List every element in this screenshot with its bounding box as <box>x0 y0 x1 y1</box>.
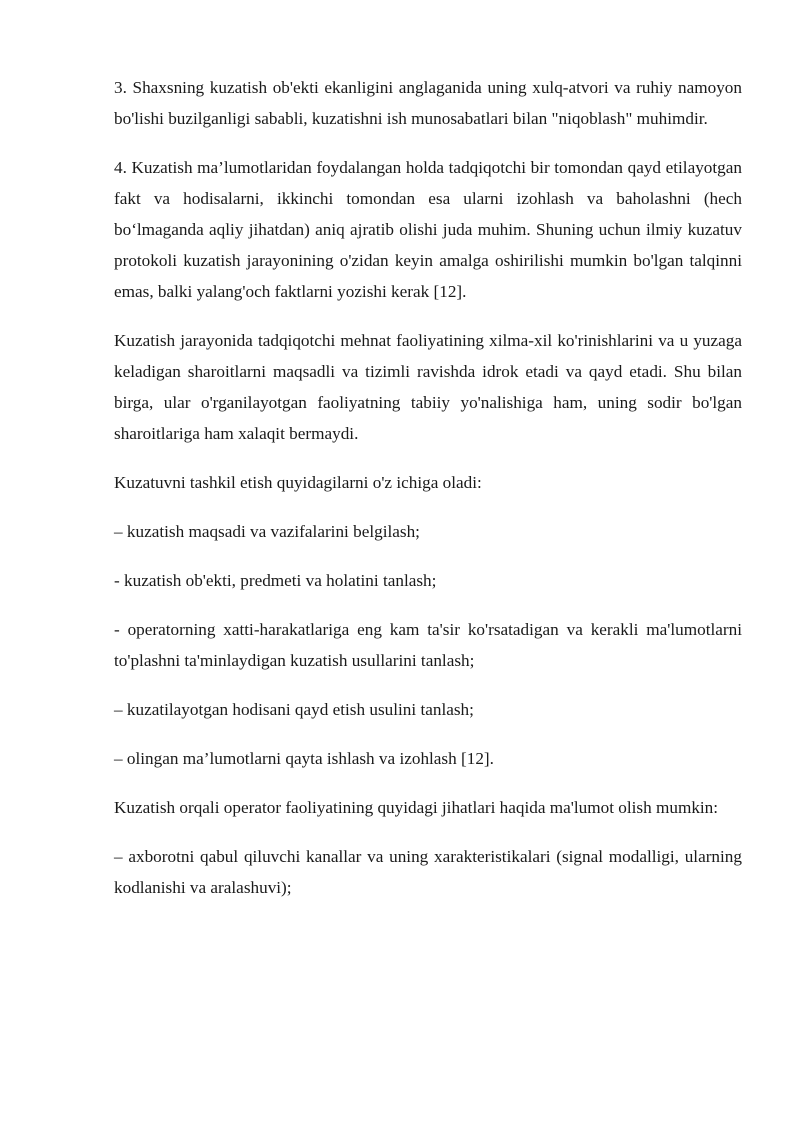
list-item-data-processing: – olingan ma’lumotlarni qayta ishlash va izohlash [12]. <box>114 749 494 768</box>
list-item-channels: – axborotni qabul qiluvchi kanallar va uning xarakteristikalari (signal modalligi, ularning kodlanishi va aralashuvi); <box>114 847 742 897</box>
paragraph-point-3: 3. Shaxsning kuzatish ob'ekti ekanligini anglaganida uning xulq-atvori va ruhiy namoyon bo'lishi buzilganligi sababli, kuzatishni ish munosabatlari bilan "niqoblash" muhimdir. <box>114 78 742 128</box>
list-item-recording-method: – kuzatilayotgan hodisani qayd etish usulini tanlash; <box>114 700 474 719</box>
list-item-method-selection: - operatorning xatti-harakatlariga eng kam ta'sir ko'rsatadigan va kerakli ma'lumotlarni to'plashni ta'minlaydigan kuzatish usullarini tanlash; <box>114 620 742 670</box>
paragraph-observation-process: Kuzatish jarayonida tadqiqotchi mehnat faoliyatining xilma-xil ko'rinishlarini va u yuzaga keladigan sharoitlarni maqsadli va tizimli ravishda idrok etadi va qayd etadi. Shu bilan birga, ular o'rganilayotgan faoliyatning tabiiy yo'nalishiga ham, uning sodir bo'lgan sharoitlariga ham xalaqit bermaydi. <box>114 331 742 443</box>
list-item-object-selection: - kuzatish ob'ekti, predmeti va holatini tanlash; <box>114 571 437 590</box>
paragraph-aspects-intro: Kuzatish orqali operator faoliyatining quyidagi jihatlari haqida ma'lumot olish mumkin: <box>114 798 719 817</box>
paragraph-point-4: 4. Kuzatish ma’lumotlaridan foydalangan holda tadqiqotchi bir tomondan qayd etilayotgan fakt va hodisalarni, ikkinchi tomondan esa ularni izohlash va baholashni (hech bo‘lmaganda aqliy jihatdan) aniq ajratib olishi juda muhim. Shuning uchun ilmiy kuzatuv protokoli kuzatish jarayonining o'zidan keyin amalga oshirilishi mumkin bo'lgan talqinni emas, balki yalang'och faktlarni yozishi kerak [12]. <box>114 158 742 301</box>
paragraph-organization-intro: Kuzatuvni tashkil etish quyidagilarni o'z ichiga oladi: <box>114 473 482 492</box>
document-page <box>114 72 742 921</box>
list-item-goals: – kuzatish maqsadi va vazifalarini belgilash; <box>114 522 420 541</box>
